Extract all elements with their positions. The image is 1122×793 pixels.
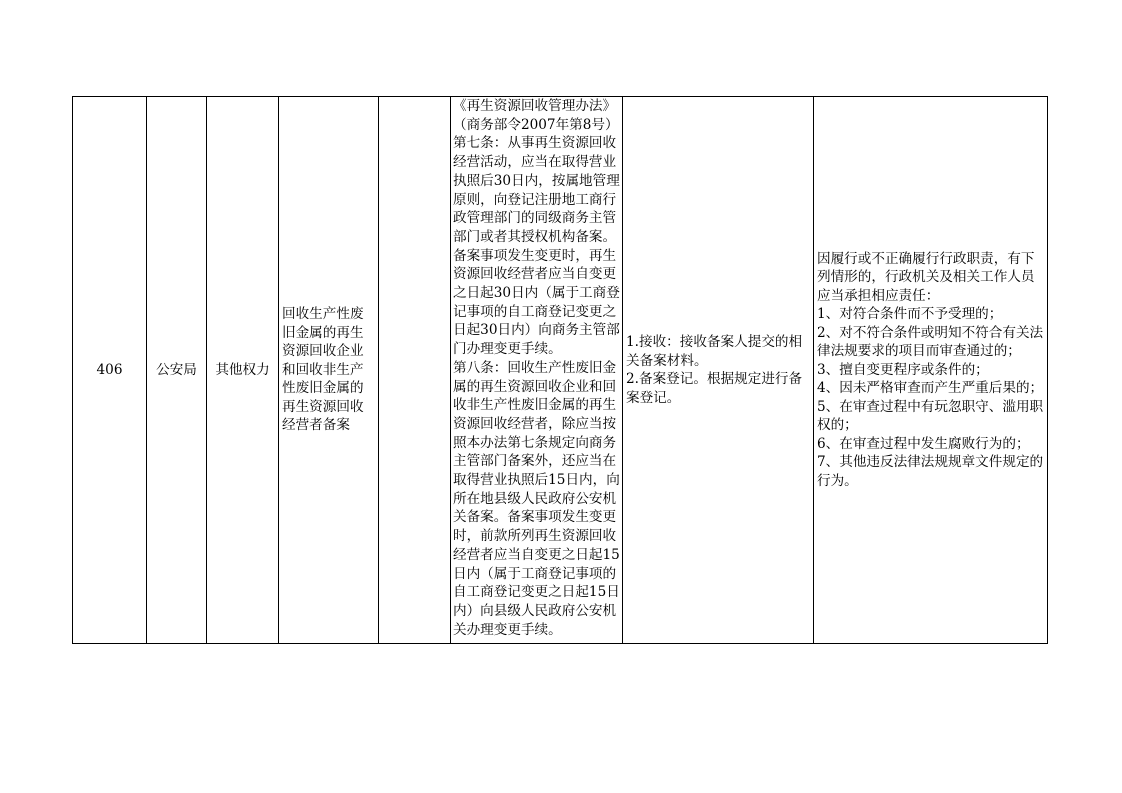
item-name-cell: [279, 97, 379, 644]
legal-basis-text: 《再生资源回收管理办法》（商务部令2007年第8号）第七条：从事再生资源回收经营活动，应当在取得营业执照后30日内，按属地管理原则，向登记注册地工商行政管理部门的同级商务主管部门或者其授权机构备案。备案事项发生变更时，再生资源回收经营者应当自变更之日起30日内（属于工商登记事项的自工商登记变更之日起30日内）向商务主管部门办理变更手续。 第八条：回收生产性废旧金属的再生资源回收企业和回收非生产性废旧金属的再生资源回收经营者，除应当按照本办法第七条规定向商务主管部门备案外，还应当在取得营业执照后15日内，向所在地县级人民政府公安机关备案。备案事项发生变更时，前款所列再生资源回收经营者应当自变更之日起15日内（属于工商登记事项的自工商登记变更之日起15日内）向县级人民政府公安机关办理变更手续。: [453, 98, 620, 638]
power-type-cell: [207, 97, 279, 644]
table-row: [73, 97, 1048, 644]
responsibility-text: 因履行或不正确履行行政职责，有下列情形的，行政机关及相关工作人员应当承担相应责任： 1、对符合条件而不予受理的； 2、对不符合条件或明知不符合有关法律法规要求的项目而审查通过的； 3、擅自变更程序或条件的； 4、因未严格审查而产生严重后果的； 5、在审查过程中有玩忽职守、滥用职权的； 6、在审查过程中发生腐败行为的； 7、其他违反法律法规规章文件规定的行为。: [817, 250, 1044, 489]
department-cell: [147, 97, 207, 644]
power-type: 其他权力: [215, 361, 270, 378]
process-cell: [623, 97, 814, 644]
sub-item-cell: [379, 97, 451, 644]
item-number: 406: [96, 361, 123, 378]
responsibility-cell: [814, 97, 1048, 644]
process-text: 1.接收：接收备案人提交的相关备案材料。 2.备案登记。根据规定进行备案登记。: [626, 334, 803, 406]
item-number-cell: [73, 97, 147, 644]
legal-basis-cell: [451, 97, 623, 644]
item-name: 回收生产性废旧金属的再生资源回收企业和回收非生产性废旧金属的再生资源回收经营者备案: [282, 306, 364, 434]
department-name: 公安局: [156, 361, 197, 378]
power-list-table: [72, 96, 1048, 644]
